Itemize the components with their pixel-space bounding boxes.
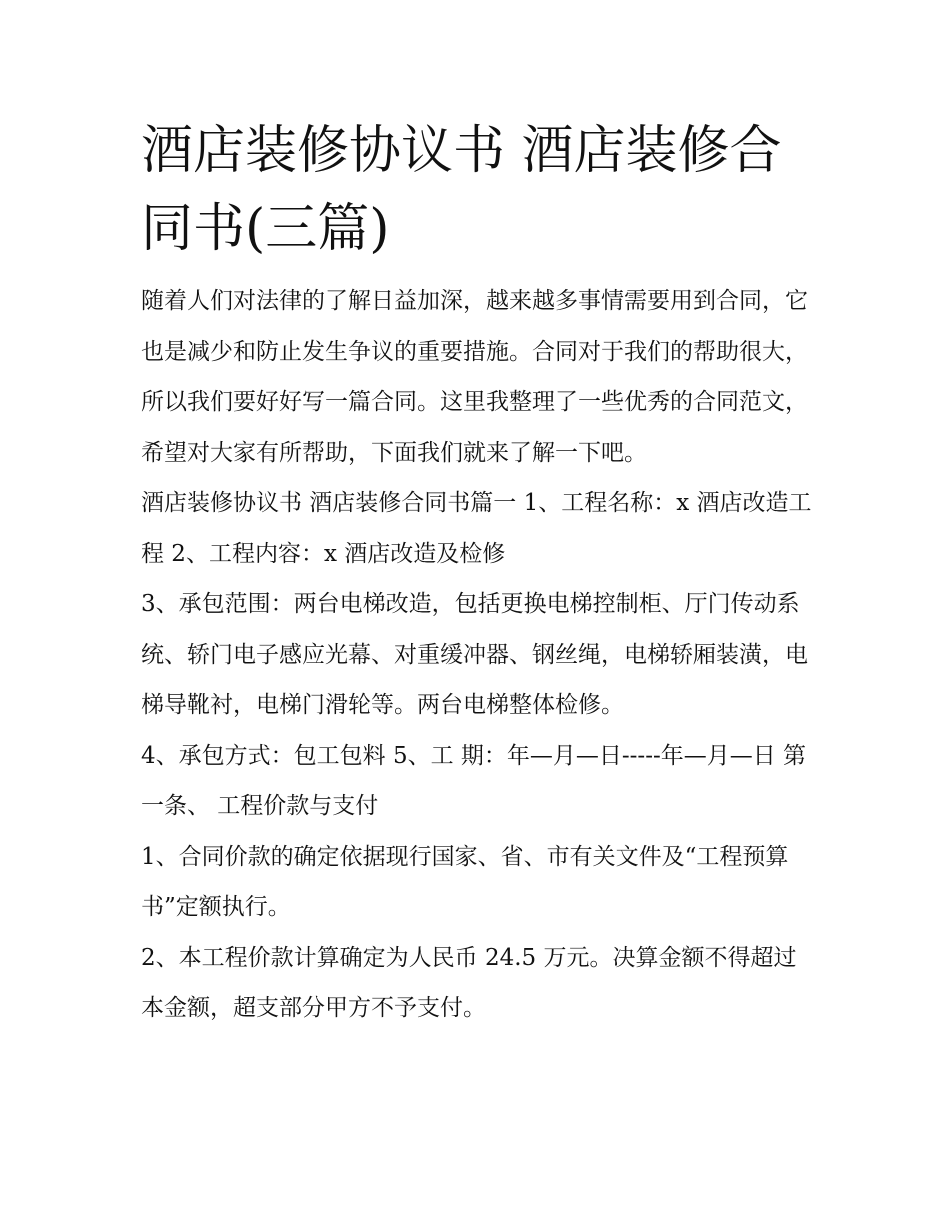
contract-method-paragraph: 4、承包方式：包工包料 5、工 期：年—月—日-----年—月—日 第一条、 工程价款与支付 bbox=[141, 742, 807, 819]
contract-scope-paragraph: 3、承包范围：两台电梯改造，包括更换电梯控制柜、厅门传动系统、轿门电子感应光幕、对重缓冲器、钢丝绳，电梯轿厢装潢，电梯导靴衬，电梯门滑轮等。两台电梯整体检修。 bbox=[141, 591, 808, 718]
price-amount-paragraph: 2、本工程价款计算确定为人民币 24.5 万元。决算金额不得超过本金额，超支部分甲方不予支付。 bbox=[141, 944, 797, 1021]
price-basis-paragraph: 1、合同价款的确定依据现行国家、省、市有关文件及“工程预算书”定额执行。 bbox=[141, 843, 789, 920]
intro-paragraph: 随着人们对法律的了解日益加深，越来越多事情需要用到合同，它也是减少和防止发生争议的重要措施。合同对于我们的帮助很大，所以我们要好好写一篇合同。这里我整理了一些优秀的合同范文，希望对大家有所帮助，下面我们就来了解一下吧。 bbox=[141, 288, 808, 466]
project-name-paragraph: 酒店装修协议书 酒店装修合同书篇一 1、工程名称：x 酒店改造工程 2、工程内容：x 酒店改造及检修 bbox=[141, 490, 812, 567]
document-title: 酒店装修协议书 酒店装修合同书(三篇) bbox=[141, 121, 782, 259]
document-body bbox=[141, 112, 817, 1034]
